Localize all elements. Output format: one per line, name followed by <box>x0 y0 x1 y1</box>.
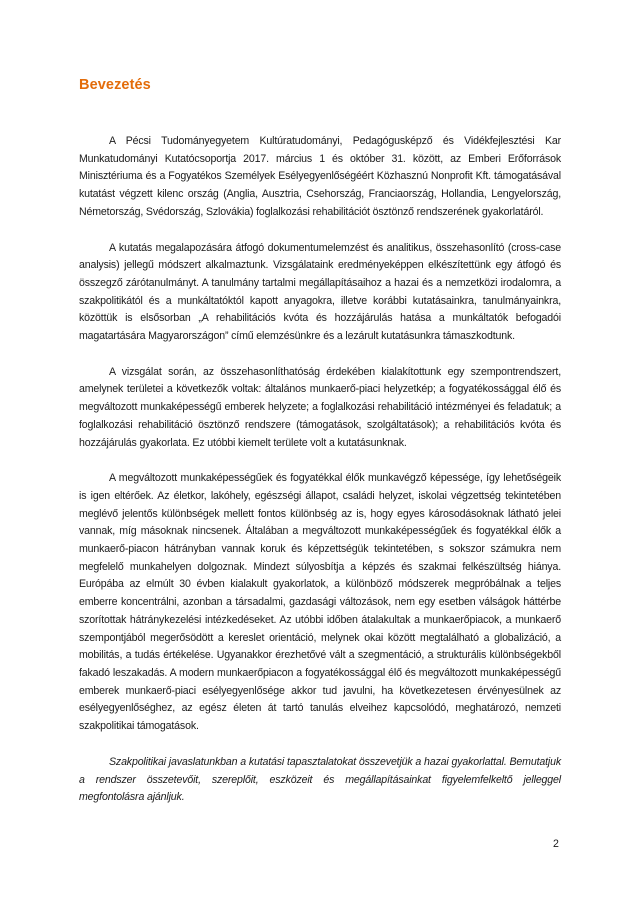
section-heading: Bevezetés <box>79 77 151 93</box>
page-number: 2 <box>553 838 559 850</box>
document-body <box>79 133 561 807</box>
paragraph-proposal: Szakpolitikai javaslatunkban a kutatási tapasztalatokat összevetjük a hazai gyakorlattal. Bemutatjuk a rendszer összetevőit, szereplőit, eszközeit és megállapításainkat figyelemfelkeltő jelleggel megfontolásra ajánljuk. <box>79 755 561 804</box>
paragraph-methodology: A kutatás megalapozására átfogó dokumentumelemzést és analitikus, összehasonlító (cross-case analysis) jellegű módszert alkalmaztunk. Vizsgálataink eredményeképpen elkészítettünk egy átfogó és összegző zárótanulmányt. A tanulmány tartalmi megállapításaihoz a hazai és a nemzetközi irodalomra, a szakpolitikától és a munkáltatóktól kapott anyagokra, illetve korábbi kutatásainkra, tanulmányainkra, közöttük is elsősorban „A rehabilitációs kvóta és hozzájárulás hatása a munkáltatók befogadói magatartására Magyarországon” című elemzésünkre és a lezárult kutatásunkra támaszkodtunk. <box>79 241 561 343</box>
paragraph-context: A megváltozott munkaképességűek és fogyatékkal élők munkavégző képessége, így lehetőségeik is igen eltérőek. Az életkor, lakóhely, egészségi állapot, családi helyzet, iskolai végzettség tekintetében meglévő jelentős különbségek mellett fontos különbség az is, hogy egyes károsodásoknak látható jelei vannak, míg másoknak nincsenek. Általában a megváltozott munkaképességűek és fogyatékkal élők a munkaerő-piacon hátrányban vannak koruk és képzettségük tekintetében, s sokszor számukra nem megfelelő munkahelyen dolgoznak. Mindezt súlyosbítja a képzés és szakmai felkészültség hiánya. Európába az elmúlt 30 évben kialakult gyakorlatok, a különböző módszerek megpróbálnak a teljes emberre koncentrálni, azonban a társadalmi, gazdasági változások, nem egy esetben válságok háttérbe szorítottak hátránykezelési intézkedéseket. Az utóbbi időben átalakultak a munkaerőpiacok, a munkaerő szempontjából megerősödött a kereslet orientáció, melynek okai között megtalálható a globalizáció, a mobilitás, a tudás értékelése. Ugyanakkor érezhetővé vált a szegmentáció, a strukturális különbségekből fakadó leszakadás. A modern munkaerőpiacon a fogyatékossággal élő és megváltozott munkaképességű emberek munkaerő-piaci esélyegyenlősége akkor tud javulni, ha következetesen érvényesülnek az esélyegyenlőséghez, az egész életen át tartó tanulás elveihez kapcsolódó, meghatározó, nemzeti szakpolitikai támogatások. <box>79 472 561 733</box>
paragraph-criteria: A vizsgálat során, az összehasonlíthatóság érdekében kialakítottunk egy szempontrendszert, amelynek területei a következők voltak: általános munkaerő-piaci helyzetkép; a fogyatékossággal élő és megváltozott munkaképességű emberek helyzete; a foglalkozási rehabilitáció intézményei és feladatuk; a foglalkozási rehabilitáció ösztönző rendszere (támogatások, szolgáltatások); a rehabilitációs kvóta és hozzájárulás gyakorlata. Ez utóbbi kiemelt területe volt a kutatásunknak. <box>79 365 561 449</box>
paragraph-intro: A Pécsi Tudományegyetem Kultúratudományi, Pedagógusképző és Vidékfejlesztési Kar Munkatudományi Kutatócsoportja 2017. március 1 és október 31. között, az Emberi Erőforrások Minisztériuma és a Fogyatékos Személyek Esélyegyenlőségéért Közhasznú Nonprofit Kft. támogatásával kutatást végzett kilenc ország (Anglia, Ausztria, Csehország, Franciaország, Hollandia, Lengyelország, Németország, Svédország, Szlovákia) foglalkozási rehabilitációt ösztönző rendszerének gyakorlatáról. <box>79 135 561 218</box>
